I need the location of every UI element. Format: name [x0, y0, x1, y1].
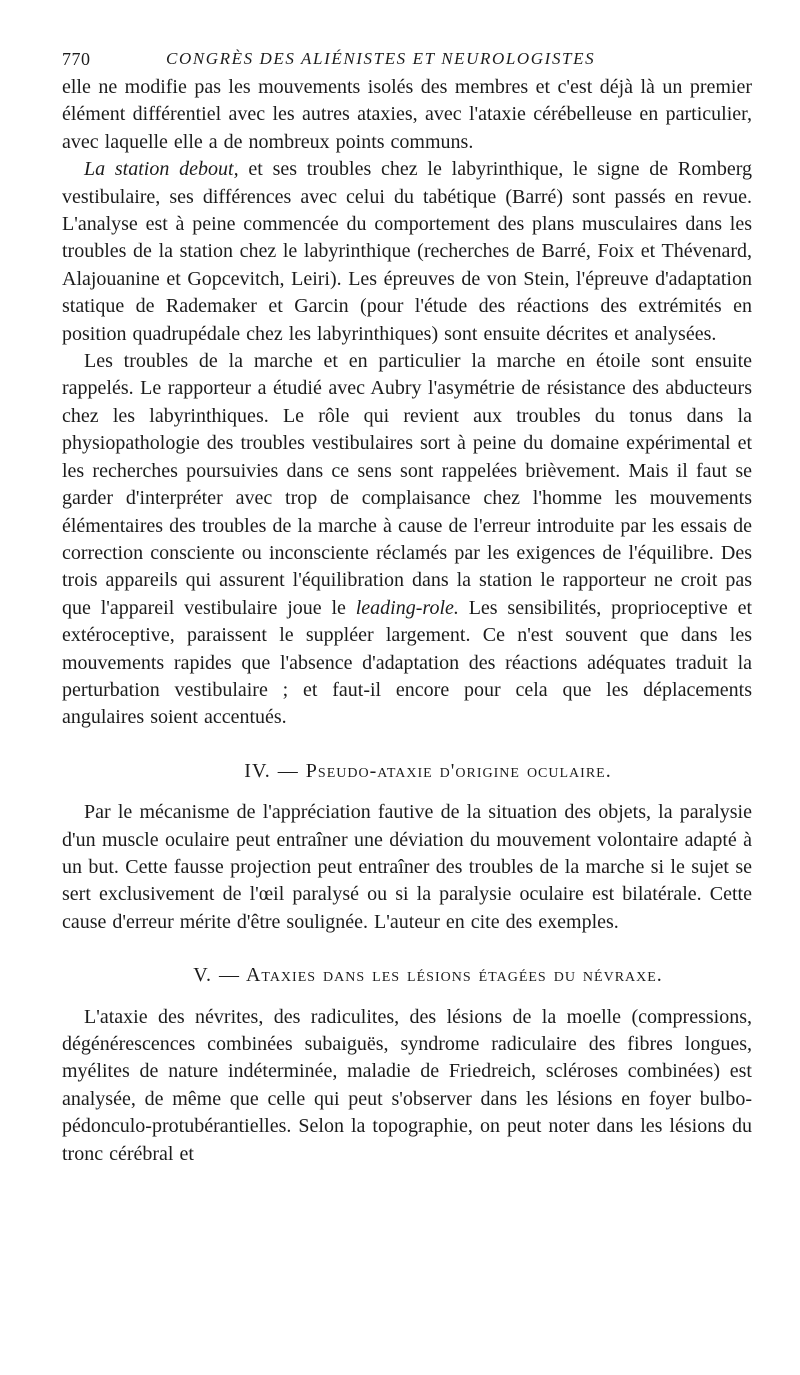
paragraph-text: Les troubles de la marche et en particulier la marche en étoile sont ensuite rappelés. Le rapporteur a étudié avec Aubry l'asymétrie de résistance des abducteurs chez les labyrinthiques. Le rôle qui revient aux troubles du tonus dans la physiopathologie des troubles vestibulaires sort à peine du domaine expérimental et les recherches poursuivies dans ce sens sont rappelées brièvement. Mais il faut se garder d'interpréter avec trop de complaisance chez l'homme les mouvements élémentaires des troubles de la marche à cause de l'erreur introduite par les essais de correction consciente ou inconsciente réclamés par les exigences de l'équilibre. Des trois appareils qui assurent l'équilibration dans la station le rapporteur ne croit pas que l'appareil vestibulaire joue le — [62, 350, 752, 619]
page-body — [62, 74, 752, 1168]
book-page — [62, 44, 752, 1168]
section-heading-iv: IV. — Pseudo-ataxie d'origine oculaire. — [244, 759, 612, 782]
paragraph-nevraxe: L'ataxie des névrites, des radiculites, des lésions de la moelle (compressions, dégénérescences combinées subaiguës, syndrome radiculaire des fibres longues, myélites de nature indéterminée, maladie de Friedreich, scléroses combinées) est analysée, de même que celle qui peut s'observer dans les lésions en foyer bulbo-pédonculo-protubérantielles. Selon la topographie, on peut noter dans les lésions du tronc cérébral et — [62, 1005, 752, 1165]
paragraph-text: et ses troubles chez le labyrinthique, le signe de Romberg vestibulaire, ses différences avec celui du tabétique (Barré) sont passés en revue. L'analyse est à peine commencée du comportement des plans musculaires dans les troubles de la station chez le labyrinthique (recherches de Barré, Foix et Thévenard, Alajouanine et Gopcevitch, Leiri). Les épreuves de von Stein, l'épreuve d'adaptation statique de Rademaker et Garcin (pour l'étude des réactions des extrémités en position quadrupédale chez les labyrinthiques) sont ensuite décrites et analysées. — [62, 158, 752, 345]
paragraph-station-debout — [62, 156, 752, 348]
paragraph-oculaire: Par le mécanisme de l'appréciation fautive de la situation des objets, la paralysie d'un muscle oculaire peut entraîner une déviation du mouvement volontaire adapté à un but. Cette fausse projection peut entraîner des troubles de la marche si le sujet se sert exclusivement de l'œil paralysé ou si la paralysie oculaire est bilatérale. Cette cause d'erreur mérite d'être soulignée. L'auteur en cite des exemples. — [62, 801, 752, 933]
paragraph-1: elle ne modifie pas les mouvements isolés des membres et c'est déjà là un premier élément différentiel avec les autres ataxies, avec l'ataxie cérébelleuse en particulier, avec laquelle elle a de nombreux points communs. — [62, 76, 752, 153]
italic-phrase: La station debout, — [84, 158, 239, 181]
italic-phrase: leading-role. — [355, 596, 459, 619]
running-header — [62, 44, 752, 74]
paragraph-marche — [62, 348, 752, 732]
page-number: 770 — [62, 49, 91, 69]
section-heading-v: V. — Ataxies dans les lésions étagées du névraxe. — [193, 964, 663, 987]
running-title: CONGRÈS DES ALIÉNISTES ET NEUROLOGISTES — [166, 49, 596, 68]
paragraph-text: Les sensibilités, proprioceptive et extéroceptive, paraissent le suppléer largement. Ce n'est souvent que dans les mouvements rapides que l'absence d'adaptation des réactions adéquates traduit la perturbation vestibulaire ; et faut-il encore pour cela que les déplacements angulaires soient accentués. — [62, 596, 752, 729]
